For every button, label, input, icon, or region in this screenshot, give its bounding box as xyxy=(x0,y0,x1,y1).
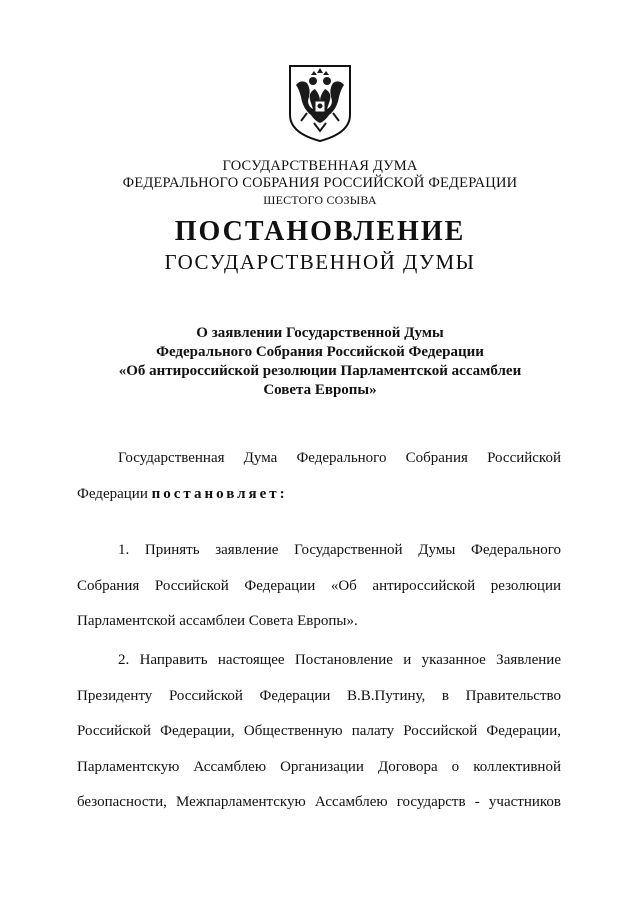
item-2-line-2: Президенту Российской Федерации В.В.Путину, в Правительство xyxy=(77,687,561,704)
resolves-keyword: постановляет: xyxy=(151,485,288,502)
document-header xyxy=(0,158,640,209)
document-subject xyxy=(0,324,640,400)
resolution-item-2 xyxy=(77,643,561,821)
preamble-paragraph xyxy=(77,441,561,512)
document-type-title: ПОСТАНОВЛЕНИЕ xyxy=(174,216,466,247)
resolution-item-1 xyxy=(77,533,561,640)
header-line-assembly: ФЕДЕРАЛЬНОГО СОБРАНИЯ РОССИЙСКОЙ ФЕДЕРАЦИИ xyxy=(122,175,518,191)
subject-line-3: «Об антироссийской резолюции Парламентской ассамблеи xyxy=(118,363,522,379)
item-1-line-3: Парламентской ассамблеи Совета Европы». xyxy=(77,613,358,629)
header-line-duma: ГОСУДАРСТВЕННАЯ ДУМА xyxy=(222,158,418,174)
item-2-line-5: безопасности, Межпарламентскую Ассамблею государств - участников xyxy=(77,794,561,810)
preamble-line-2-start: Федерации xyxy=(77,485,148,502)
coat-of-arms-icon xyxy=(287,63,353,143)
subject-line-2: Федерального Собрания Российской Федерации xyxy=(156,344,484,360)
item-1-line-1: 1. Принять заявление Государственной Думы Федерального xyxy=(118,542,561,558)
document-issuer: ГОСУДАРСТВЕННОЙ ДУМЫ xyxy=(164,250,476,274)
item-2-line-4: Парламентскую Ассамблею Организации Договора о коллективной xyxy=(77,758,561,775)
preamble-line-1: Государственная Дума Федерального Собрания Российской xyxy=(118,450,561,466)
item-2-line-1: 2. Направить настоящее Постановление и указанное Заявление xyxy=(118,652,561,668)
subject-line-1: О заявлении Государственной Думы xyxy=(196,325,444,341)
item-1-line-2: Собрания Российской Федерации «Об антироссийской резолюции xyxy=(77,577,561,594)
subject-line-4: Совета Европы» xyxy=(263,382,377,398)
header-line-convocation: ШЕСТОГО СОЗЫВА xyxy=(263,193,377,207)
item-2-line-3: Российской Федерации, Общественную палату Российской Федерации, xyxy=(77,723,561,739)
preamble-line-2 xyxy=(77,477,561,513)
